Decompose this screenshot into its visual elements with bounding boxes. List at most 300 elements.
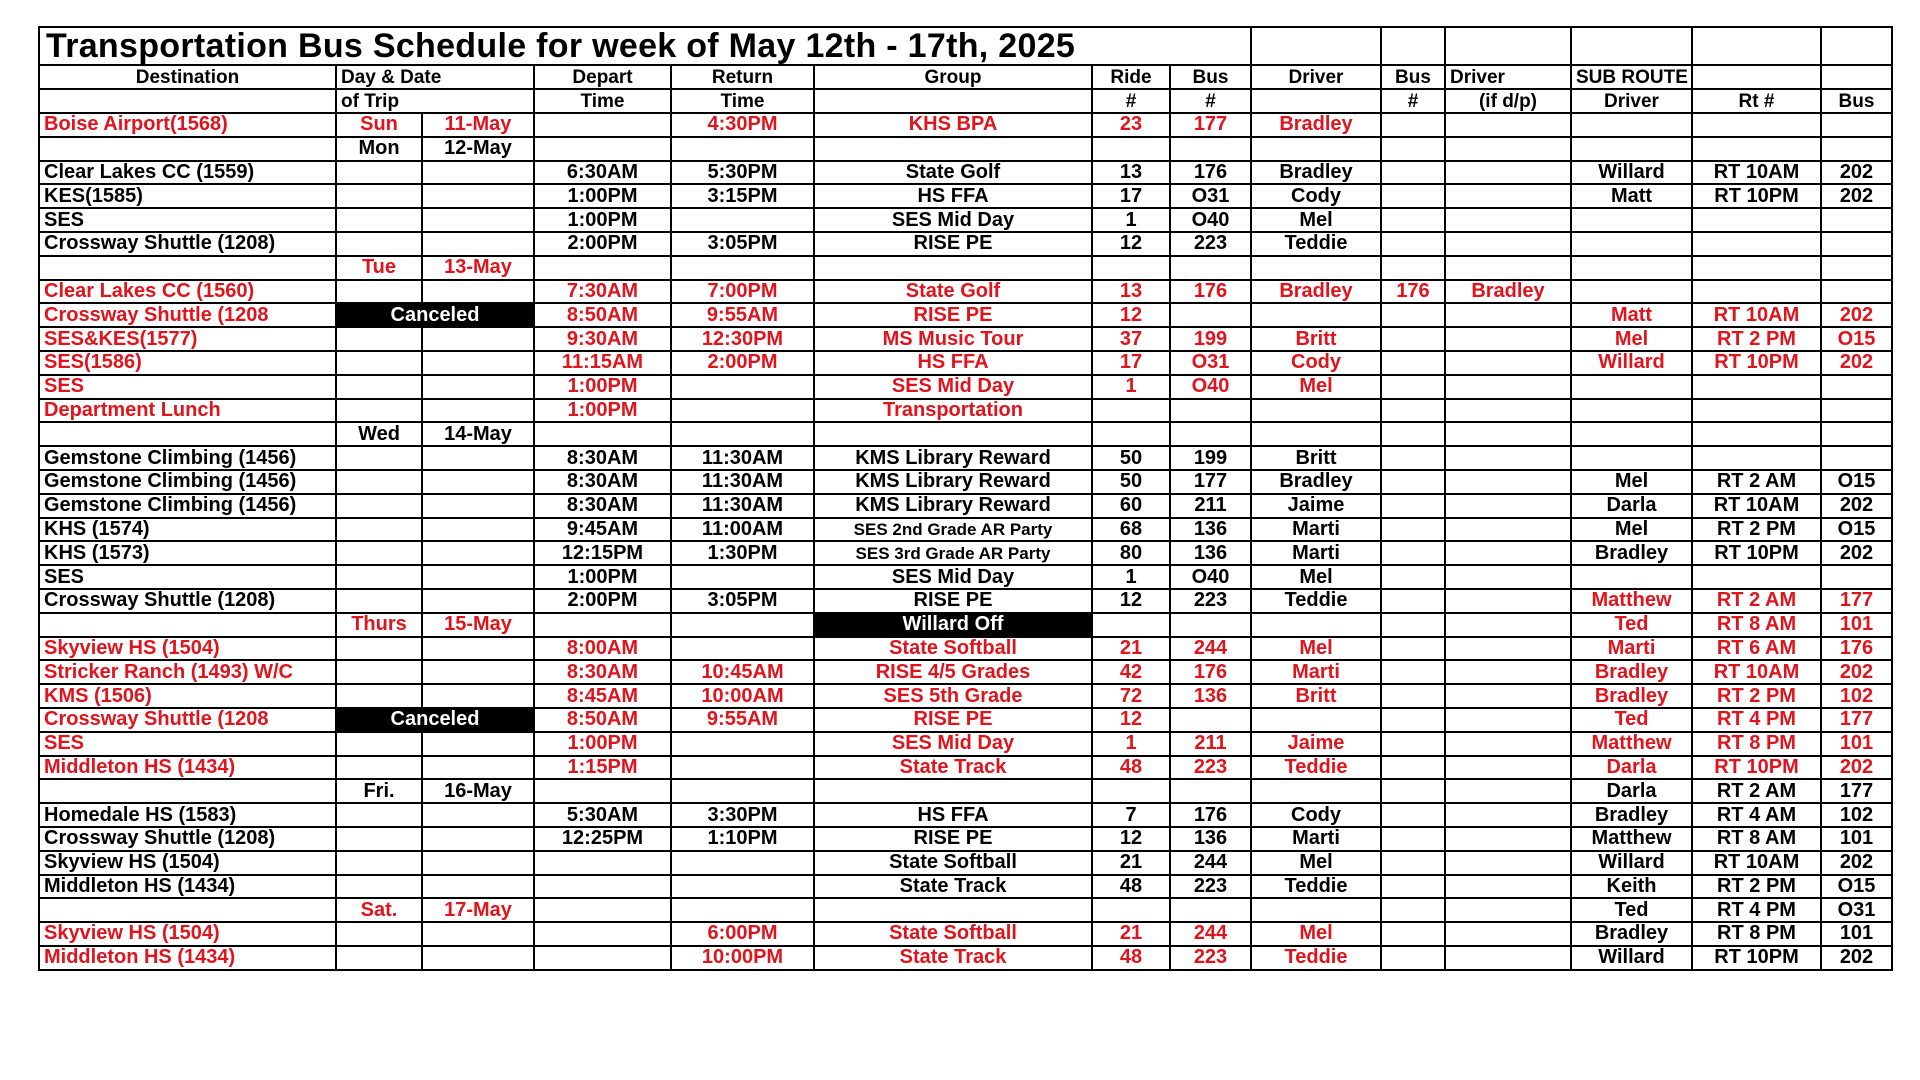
return-cell: 3:05PM	[671, 589, 814, 613]
bus-cell: 244	[1170, 637, 1251, 661]
bus-cell: 223	[1170, 756, 1251, 780]
destination-cell: Crossway Shuttle (1208	[39, 708, 336, 732]
driver2-cell	[1445, 375, 1571, 399]
day-cell	[336, 851, 422, 875]
driver2-cell	[1445, 518, 1571, 542]
ride-cell	[1092, 898, 1170, 922]
depart-cell	[534, 137, 671, 161]
bus-cell	[1170, 708, 1251, 732]
group-cell: KMS Library Reward	[814, 494, 1092, 518]
return-cell: 11:00AM	[671, 518, 814, 542]
header-ride: Ride	[1092, 65, 1170, 89]
depart-cell: 1:00PM	[534, 565, 671, 589]
return-cell: 1:10PM	[671, 827, 814, 851]
sub-bus-cell: 102	[1821, 684, 1892, 708]
header-depart-time: Time	[534, 89, 671, 113]
day-cell	[336, 637, 422, 661]
day-cell	[336, 280, 422, 304]
header-driver-2: Driver	[1445, 65, 1571, 89]
driver2-cell	[1445, 708, 1571, 732]
date-cell	[422, 803, 534, 827]
table-row	[39, 946, 1892, 970]
date-cell	[422, 589, 534, 613]
sub-driver-cell: Mel	[1571, 470, 1692, 494]
bus2-cell	[1381, 684, 1445, 708]
table-row	[39, 280, 1892, 304]
bus2-cell	[1381, 494, 1445, 518]
driver-cell: Bradley	[1251, 280, 1381, 304]
group-cell: MS Music Tour	[814, 327, 1092, 351]
sub-bus-cell: 101	[1821, 922, 1892, 946]
bus2-cell	[1381, 589, 1445, 613]
driver-cell	[1251, 708, 1381, 732]
ride-cell: 17	[1092, 351, 1170, 375]
day-cell: Sun	[336, 113, 422, 137]
sub-driver-cell: Matt	[1571, 303, 1692, 327]
destination-cell: Skyview HS (1504)	[39, 922, 336, 946]
driver2-cell	[1445, 303, 1571, 327]
group-cell: State Golf	[814, 280, 1092, 304]
depart-cell: 8:30AM	[534, 446, 671, 470]
sub-route-cell	[1692, 565, 1821, 589]
ride-cell: 50	[1092, 446, 1170, 470]
table-row	[39, 375, 1892, 399]
day-cell	[336, 803, 422, 827]
bus-cell: O40	[1170, 565, 1251, 589]
ride-cell	[1092, 399, 1170, 423]
table-row	[39, 137, 1892, 161]
schedule-table	[38, 26, 1893, 971]
day-cell	[336, 827, 422, 851]
destination-cell: SES(1586)	[39, 351, 336, 375]
destination-cell: Stricker Ranch (1493) W/C	[39, 660, 336, 684]
driver-cell	[1251, 256, 1381, 280]
sub-driver-cell	[1571, 208, 1692, 232]
ride-cell: 21	[1092, 851, 1170, 875]
depart-cell	[534, 922, 671, 946]
sub-route-cell	[1692, 256, 1821, 280]
driver2-cell	[1445, 660, 1571, 684]
table-row	[39, 708, 1892, 732]
sub-route-cell: RT 8 AM	[1692, 613, 1821, 637]
destination-cell: Gemstone Climbing (1456)	[39, 470, 336, 494]
driver2-cell	[1445, 589, 1571, 613]
day-cell: Wed	[336, 422, 422, 446]
group-cell: HS FFA	[814, 803, 1092, 827]
sub-route-cell: RT 10PM	[1692, 541, 1821, 565]
driver-cell: Teddie	[1251, 946, 1381, 970]
table-row	[39, 803, 1892, 827]
header-return: Return	[671, 65, 814, 89]
bus-cell: 177	[1170, 470, 1251, 494]
return-cell: 4:30PM	[671, 113, 814, 137]
header-row-2	[39, 89, 1892, 113]
table-row	[39, 851, 1892, 875]
driver-cell: Mel	[1251, 565, 1381, 589]
bus-cell: 244	[1170, 922, 1251, 946]
sub-bus-cell	[1821, 208, 1892, 232]
header-bus: Bus	[1170, 65, 1251, 89]
sub-bus-cell: O15	[1821, 875, 1892, 899]
group-cell: RISE PE	[814, 827, 1092, 851]
table-row	[39, 922, 1892, 946]
depart-cell: 1:00PM	[534, 732, 671, 756]
depart-cell: 9:30AM	[534, 327, 671, 351]
sub-route-cell: RT 2 PM	[1692, 684, 1821, 708]
bus2-cell	[1381, 946, 1445, 970]
bus-cell: 199	[1170, 446, 1251, 470]
depart-cell: 8:30AM	[534, 660, 671, 684]
sub-bus-cell: 101	[1821, 732, 1892, 756]
sub-bus-cell: O15	[1821, 518, 1892, 542]
date-cell	[422, 922, 534, 946]
group-cell	[814, 137, 1092, 161]
driver-cell: Cody	[1251, 351, 1381, 375]
sub-bus-cell	[1821, 113, 1892, 137]
bus-cell: 176	[1170, 280, 1251, 304]
group-cell: SES Mid Day	[814, 565, 1092, 589]
destination-cell: Clear Lakes CC (1559)	[39, 161, 336, 185]
return-cell	[671, 137, 814, 161]
sub-bus-cell: 177	[1821, 708, 1892, 732]
date-cell	[422, 375, 534, 399]
ride-cell: 48	[1092, 875, 1170, 899]
sub-driver-cell	[1571, 256, 1692, 280]
return-cell: 11:30AM	[671, 470, 814, 494]
driver2-cell	[1445, 327, 1571, 351]
driver-cell: Mel	[1251, 922, 1381, 946]
table-row	[39, 898, 1892, 922]
table-row	[39, 875, 1892, 899]
depart-cell: 8:30AM	[534, 494, 671, 518]
ride-cell	[1092, 137, 1170, 161]
bus2-cell	[1381, 113, 1445, 137]
sub-driver-cell: Darla	[1571, 779, 1692, 803]
day-cell: Fri.	[336, 779, 422, 803]
driver-cell: Teddie	[1251, 232, 1381, 256]
driver2-cell	[1445, 470, 1571, 494]
sub-driver-cell: Willard	[1571, 946, 1692, 970]
sub-driver-cell: Willard	[1571, 851, 1692, 875]
sub-bus-cell: 177	[1821, 589, 1892, 613]
sub-bus-cell	[1821, 256, 1892, 280]
bus2-cell	[1381, 161, 1445, 185]
driver2-cell	[1445, 898, 1571, 922]
sub-driver-cell: Ted	[1571, 613, 1692, 637]
day-cell	[336, 660, 422, 684]
table-row	[39, 779, 1892, 803]
return-cell: 11:30AM	[671, 446, 814, 470]
ride-cell: 12	[1092, 232, 1170, 256]
date-cell	[422, 732, 534, 756]
driver-cell	[1251, 898, 1381, 922]
driver-cell: Bradley	[1251, 113, 1381, 137]
table-row	[39, 327, 1892, 351]
sub-route-cell: RT 10AM	[1692, 161, 1821, 185]
driver-cell: Marti	[1251, 660, 1381, 684]
driver-cell: Mel	[1251, 637, 1381, 661]
driver2-cell	[1445, 875, 1571, 899]
ride-cell: 1	[1092, 208, 1170, 232]
driver-cell	[1251, 137, 1381, 161]
sub-route-cell	[1692, 399, 1821, 423]
group-cell	[814, 256, 1092, 280]
ride-cell	[1092, 422, 1170, 446]
bus-cell: O40	[1170, 375, 1251, 399]
date-cell	[422, 184, 534, 208]
table-row	[39, 232, 1892, 256]
destination-cell	[39, 779, 336, 803]
sub-route-cell: RT 10PM	[1692, 351, 1821, 375]
sub-route-cell: RT 2 PM	[1692, 518, 1821, 542]
bus2-cell	[1381, 565, 1445, 589]
header-sub-route: SUB ROUTE	[1571, 65, 1692, 89]
bus2-cell	[1381, 803, 1445, 827]
sub-driver-cell: Keith	[1571, 875, 1692, 899]
sub-route-cell: RT 8 AM	[1692, 827, 1821, 851]
group-cell: SES 5th Grade	[814, 684, 1092, 708]
table-row	[39, 184, 1892, 208]
sub-route-cell	[1692, 422, 1821, 446]
return-cell: 10:00AM	[671, 684, 814, 708]
sub-driver-cell	[1571, 399, 1692, 423]
destination-cell: Boise Airport(1568)	[39, 113, 336, 137]
date-cell	[422, 637, 534, 661]
sub-driver-cell: Matthew	[1571, 589, 1692, 613]
table-row	[39, 565, 1892, 589]
sub-bus-cell	[1821, 375, 1892, 399]
header-destination: Destination	[39, 65, 336, 89]
sub-bus-cell: 202	[1821, 541, 1892, 565]
return-cell: 3:15PM	[671, 184, 814, 208]
day-cell	[336, 351, 422, 375]
group-cell: RISE 4/5 Grades	[814, 660, 1092, 684]
depart-cell	[534, 422, 671, 446]
table-row	[39, 113, 1892, 137]
ride-cell: 48	[1092, 946, 1170, 970]
return-cell: 10:45AM	[671, 660, 814, 684]
bus-cell	[1170, 256, 1251, 280]
header-day-date: Day & Date	[336, 65, 534, 89]
depart-cell	[534, 898, 671, 922]
ride-cell: 1	[1092, 565, 1170, 589]
day-cell	[336, 518, 422, 542]
depart-cell	[534, 613, 671, 637]
header-ride-num: #	[1092, 89, 1170, 113]
return-cell	[671, 256, 814, 280]
canceled-badge: Canceled	[336, 708, 534, 732]
ride-cell: 42	[1092, 660, 1170, 684]
group-cell: SES Mid Day	[814, 375, 1092, 399]
bus-cell: O31	[1170, 184, 1251, 208]
driver-cell	[1251, 399, 1381, 423]
date-cell	[422, 946, 534, 970]
ride-cell: 50	[1092, 470, 1170, 494]
sub-driver-cell	[1571, 375, 1692, 399]
table-row	[39, 470, 1892, 494]
group-cell: State Softball	[814, 851, 1092, 875]
ride-cell: 12	[1092, 708, 1170, 732]
ride-cell: 12	[1092, 303, 1170, 327]
driver2-cell	[1445, 184, 1571, 208]
destination-cell: Skyview HS (1504)	[39, 851, 336, 875]
ride-cell: 7	[1092, 803, 1170, 827]
sub-route-cell: RT 10PM	[1692, 184, 1821, 208]
driver2-cell	[1445, 446, 1571, 470]
ride-cell: 12	[1092, 827, 1170, 851]
return-cell	[671, 422, 814, 446]
day-cell	[336, 946, 422, 970]
driver2-cell	[1445, 565, 1571, 589]
ride-cell: 23	[1092, 113, 1170, 137]
table-row	[39, 827, 1892, 851]
ride-cell: 60	[1092, 494, 1170, 518]
destination-cell	[39, 137, 336, 161]
header-sub-bus: Bus	[1821, 89, 1892, 113]
driver-cell: Teddie	[1251, 589, 1381, 613]
sub-route-cell: RT 10AM	[1692, 851, 1821, 875]
sub-route-cell: RT 10AM	[1692, 303, 1821, 327]
return-cell	[671, 851, 814, 875]
sub-driver-cell: Marti	[1571, 637, 1692, 661]
return-cell: 5:30PM	[671, 161, 814, 185]
depart-cell: 8:50AM	[534, 303, 671, 327]
driver-cell: Jaime	[1251, 732, 1381, 756]
bus-cell: O31	[1170, 351, 1251, 375]
sub-driver-cell	[1571, 422, 1692, 446]
driver2-cell	[1445, 827, 1571, 851]
day-cell	[336, 470, 422, 494]
destination-cell: SES	[39, 208, 336, 232]
driver-cell: Mel	[1251, 851, 1381, 875]
date-cell	[422, 327, 534, 351]
destination-cell: Homedale HS (1583)	[39, 803, 336, 827]
depart-cell: 9:45AM	[534, 518, 671, 542]
bus-cell	[1170, 898, 1251, 922]
sub-bus-cell	[1821, 280, 1892, 304]
return-cell	[671, 756, 814, 780]
sub-driver-cell: Bradley	[1571, 922, 1692, 946]
day-cell	[336, 875, 422, 899]
day-cell: Thurs	[336, 613, 422, 637]
depart-cell: 1:00PM	[534, 375, 671, 399]
table-row	[39, 161, 1892, 185]
bus-cell: 176	[1170, 161, 1251, 185]
bus-cell: 244	[1170, 851, 1251, 875]
driver-cell: Britt	[1251, 684, 1381, 708]
header-return-time: Time	[671, 89, 814, 113]
date-cell	[422, 660, 534, 684]
driver2-cell	[1445, 922, 1571, 946]
header-depart: Depart	[534, 65, 671, 89]
destination-cell: Crossway Shuttle (1208	[39, 303, 336, 327]
destination-cell: KHS (1573)	[39, 541, 336, 565]
depart-cell: 12:15PM	[534, 541, 671, 565]
date-cell	[422, 208, 534, 232]
destination-cell: Gemstone Climbing (1456)	[39, 446, 336, 470]
day-cell: Sat.	[336, 898, 422, 922]
sub-driver-cell: Willard	[1571, 351, 1692, 375]
bus-cell: 177	[1170, 113, 1251, 137]
return-cell	[671, 875, 814, 899]
bus2-cell	[1381, 208, 1445, 232]
driver2-cell	[1445, 803, 1571, 827]
group-cell: State Track	[814, 875, 1092, 899]
date-cell: 17-May	[422, 898, 534, 922]
bus2-cell	[1381, 851, 1445, 875]
day-cell	[336, 184, 422, 208]
bus-cell	[1170, 399, 1251, 423]
return-cell: 1:30PM	[671, 541, 814, 565]
group-cell: State Golf	[814, 161, 1092, 185]
destination-cell: Department Lunch	[39, 399, 336, 423]
day-cell	[336, 161, 422, 185]
sub-bus-cell: 101	[1821, 827, 1892, 851]
driver-cell: Jaime	[1251, 494, 1381, 518]
day-cell	[336, 399, 422, 423]
driver2-cell	[1445, 637, 1571, 661]
driver-cell: Bradley	[1251, 161, 1381, 185]
date-cell	[422, 470, 534, 494]
header-rt-num: Rt #	[1692, 89, 1821, 113]
sub-driver-cell: Ted	[1571, 898, 1692, 922]
ride-cell: 80	[1092, 541, 1170, 565]
bus-cell: 223	[1170, 232, 1251, 256]
bus2-cell	[1381, 232, 1445, 256]
table-row	[39, 756, 1892, 780]
destination-cell: Crossway Shuttle (1208)	[39, 589, 336, 613]
group-cell: Transportation	[814, 399, 1092, 423]
driver2-cell	[1445, 137, 1571, 161]
date-cell	[422, 684, 534, 708]
sub-driver-cell	[1571, 232, 1692, 256]
driver2-cell	[1445, 684, 1571, 708]
destination-cell: Crossway Shuttle (1208)	[39, 827, 336, 851]
destination-cell: Middleton HS (1434)	[39, 946, 336, 970]
date-cell: 12-May	[422, 137, 534, 161]
sub-driver-cell: Willard	[1571, 161, 1692, 185]
sub-driver-cell: Bradley	[1571, 684, 1692, 708]
destination-cell	[39, 613, 336, 637]
bus-cell	[1170, 303, 1251, 327]
depart-cell: 11:15AM	[534, 351, 671, 375]
sub-bus-cell: O15	[1821, 470, 1892, 494]
ride-cell: 21	[1092, 637, 1170, 661]
ride-cell: 68	[1092, 518, 1170, 542]
sub-bus-cell: O31	[1821, 898, 1892, 922]
group-cell: State Softball	[814, 637, 1092, 661]
driver-cell: Marti	[1251, 541, 1381, 565]
table-row	[39, 208, 1892, 232]
day-cell	[336, 208, 422, 232]
header-bus-num: #	[1170, 89, 1251, 113]
return-cell	[671, 613, 814, 637]
group-cell: HS FFA	[814, 184, 1092, 208]
bus2-cell	[1381, 827, 1445, 851]
bus-cell: O40	[1170, 208, 1251, 232]
return-cell	[671, 208, 814, 232]
sub-driver-cell: Darla	[1571, 494, 1692, 518]
table-row	[39, 399, 1892, 423]
bus-cell: 176	[1170, 660, 1251, 684]
return-cell: 3:05PM	[671, 232, 814, 256]
table-row	[39, 637, 1892, 661]
group-cell: RISE PE	[814, 589, 1092, 613]
driver2-cell	[1445, 113, 1571, 137]
sub-driver-cell: Mel	[1571, 518, 1692, 542]
sub-driver-cell: Bradley	[1571, 660, 1692, 684]
sub-route-cell	[1692, 113, 1821, 137]
